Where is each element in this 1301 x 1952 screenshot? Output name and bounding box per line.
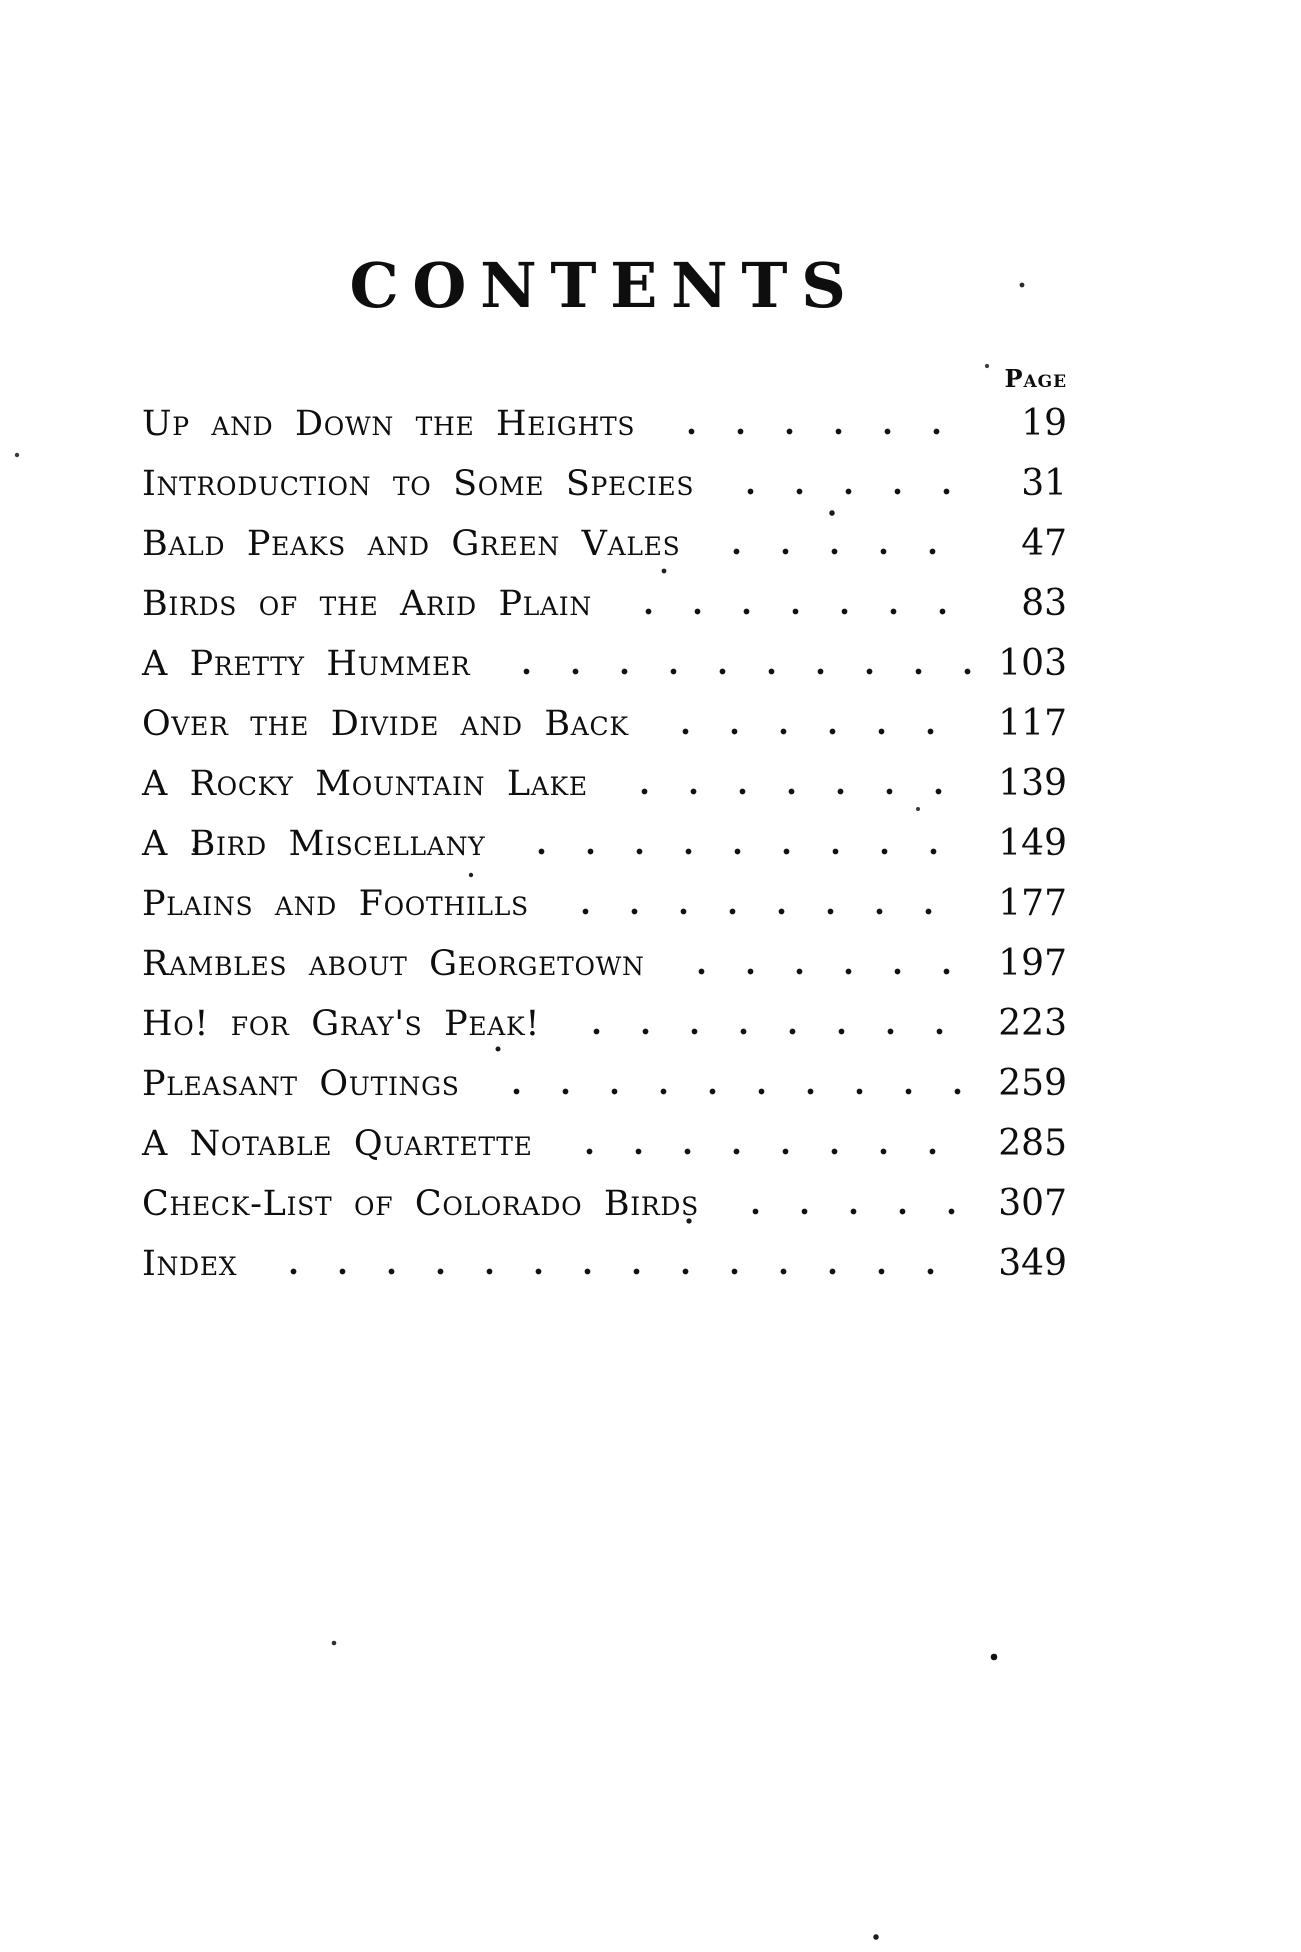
leader-dots-icon: [717, 1208, 971, 1215]
toc-entry-page: 47: [1021, 522, 1067, 564]
toc-entry: [142, 754, 1067, 814]
toc-entry-page: 223: [998, 1002, 1067, 1044]
toc-entry-title: Plains and Foothills: [142, 883, 529, 924]
leader-dots-icon: [255, 1268, 971, 1275]
toc-list: [142, 394, 1067, 1294]
toc-entry: [142, 514, 1067, 574]
leader-dots-icon: [488, 668, 971, 675]
toc-entry-page: 117: [998, 702, 1067, 744]
leader-dots-icon: [653, 428, 971, 435]
toc-entry: [142, 394, 1067, 454]
leader-dots-icon: [503, 848, 971, 855]
leader-dots-icon: [712, 488, 971, 495]
leader-dots-icon: [551, 1148, 971, 1155]
toc-entry-title: Birds of the Arid Plain: [142, 583, 592, 624]
toc-entry-page: 197: [998, 942, 1067, 984]
toc-entry-title: A Pretty Hummer: [142, 643, 471, 684]
toc-entry: [142, 1114, 1067, 1174]
toc-entry: [142, 874, 1067, 934]
toc-entry-page: 31: [1021, 462, 1067, 504]
toc-entry-title: Up and Down the Heights: [142, 403, 636, 444]
leader-dots-icon: [606, 788, 971, 795]
book-page: [142, 248, 1067, 1294]
leader-dots-icon: [558, 1028, 971, 1035]
toc-entry-title: Check-List of Colorado Birds: [142, 1183, 699, 1224]
toc-entry-title: Pleasant Outings: [142, 1063, 460, 1104]
toc-entry-page: 19: [1021, 402, 1067, 444]
toc-entry-page: 149: [998, 822, 1067, 864]
toc-entry-page: 307: [998, 1182, 1067, 1224]
toc-entry-title: A Notable Quartette: [142, 1123, 533, 1164]
toc-entry: [142, 694, 1067, 754]
leader-dots-icon: [663, 968, 971, 975]
toc-entry-page: 103: [998, 642, 1067, 684]
leader-dots-icon: [698, 548, 971, 555]
toc-entry: [142, 1234, 1067, 1294]
toc-entry: [142, 814, 1067, 874]
page-title: CONTENTS: [349, 249, 860, 322]
page-column-header: Page: [1004, 363, 1067, 393]
toc-entry: [142, 634, 1067, 694]
toc-entry: [142, 454, 1067, 514]
toc-entry-page: 139: [998, 762, 1067, 804]
toc-entry-title: Index: [142, 1243, 238, 1284]
toc-entry-title: Introduction to Some Species: [142, 463, 695, 504]
toc-entry-page: 259: [998, 1062, 1067, 1104]
scan-artifacts: [0, 248, 2, 250]
toc-entry-page: 83: [1021, 582, 1067, 624]
toc-entry-page: 349: [998, 1242, 1067, 1284]
leader-dots-icon: [478, 1088, 971, 1095]
toc-entry-title: A Bird Miscellany: [142, 823, 486, 864]
toc-entry: [142, 994, 1067, 1054]
toc-entry: [142, 934, 1067, 994]
toc-entry-title: A Rocky Mountain Lake: [142, 763, 588, 804]
toc-entry: [142, 1174, 1067, 1234]
toc-entry: [142, 574, 1067, 634]
toc-entry: [142, 1054, 1067, 1114]
toc-entry-title: Rambles about Georgetown: [142, 943, 645, 984]
leader-dots-icon: [610, 608, 971, 615]
toc-entry-title: Ho! for Gray's Peak!: [142, 1003, 541, 1044]
leader-dots-icon: [647, 728, 971, 735]
toc-entry-title: Bald Peaks and Green Vales: [142, 523, 681, 564]
toc-entry-page: 285: [998, 1122, 1067, 1164]
toc-entry-page: 177: [998, 882, 1067, 924]
toc-entry-title: Over the Divide and Back: [142, 703, 629, 744]
leader-dots-icon: [547, 908, 971, 915]
